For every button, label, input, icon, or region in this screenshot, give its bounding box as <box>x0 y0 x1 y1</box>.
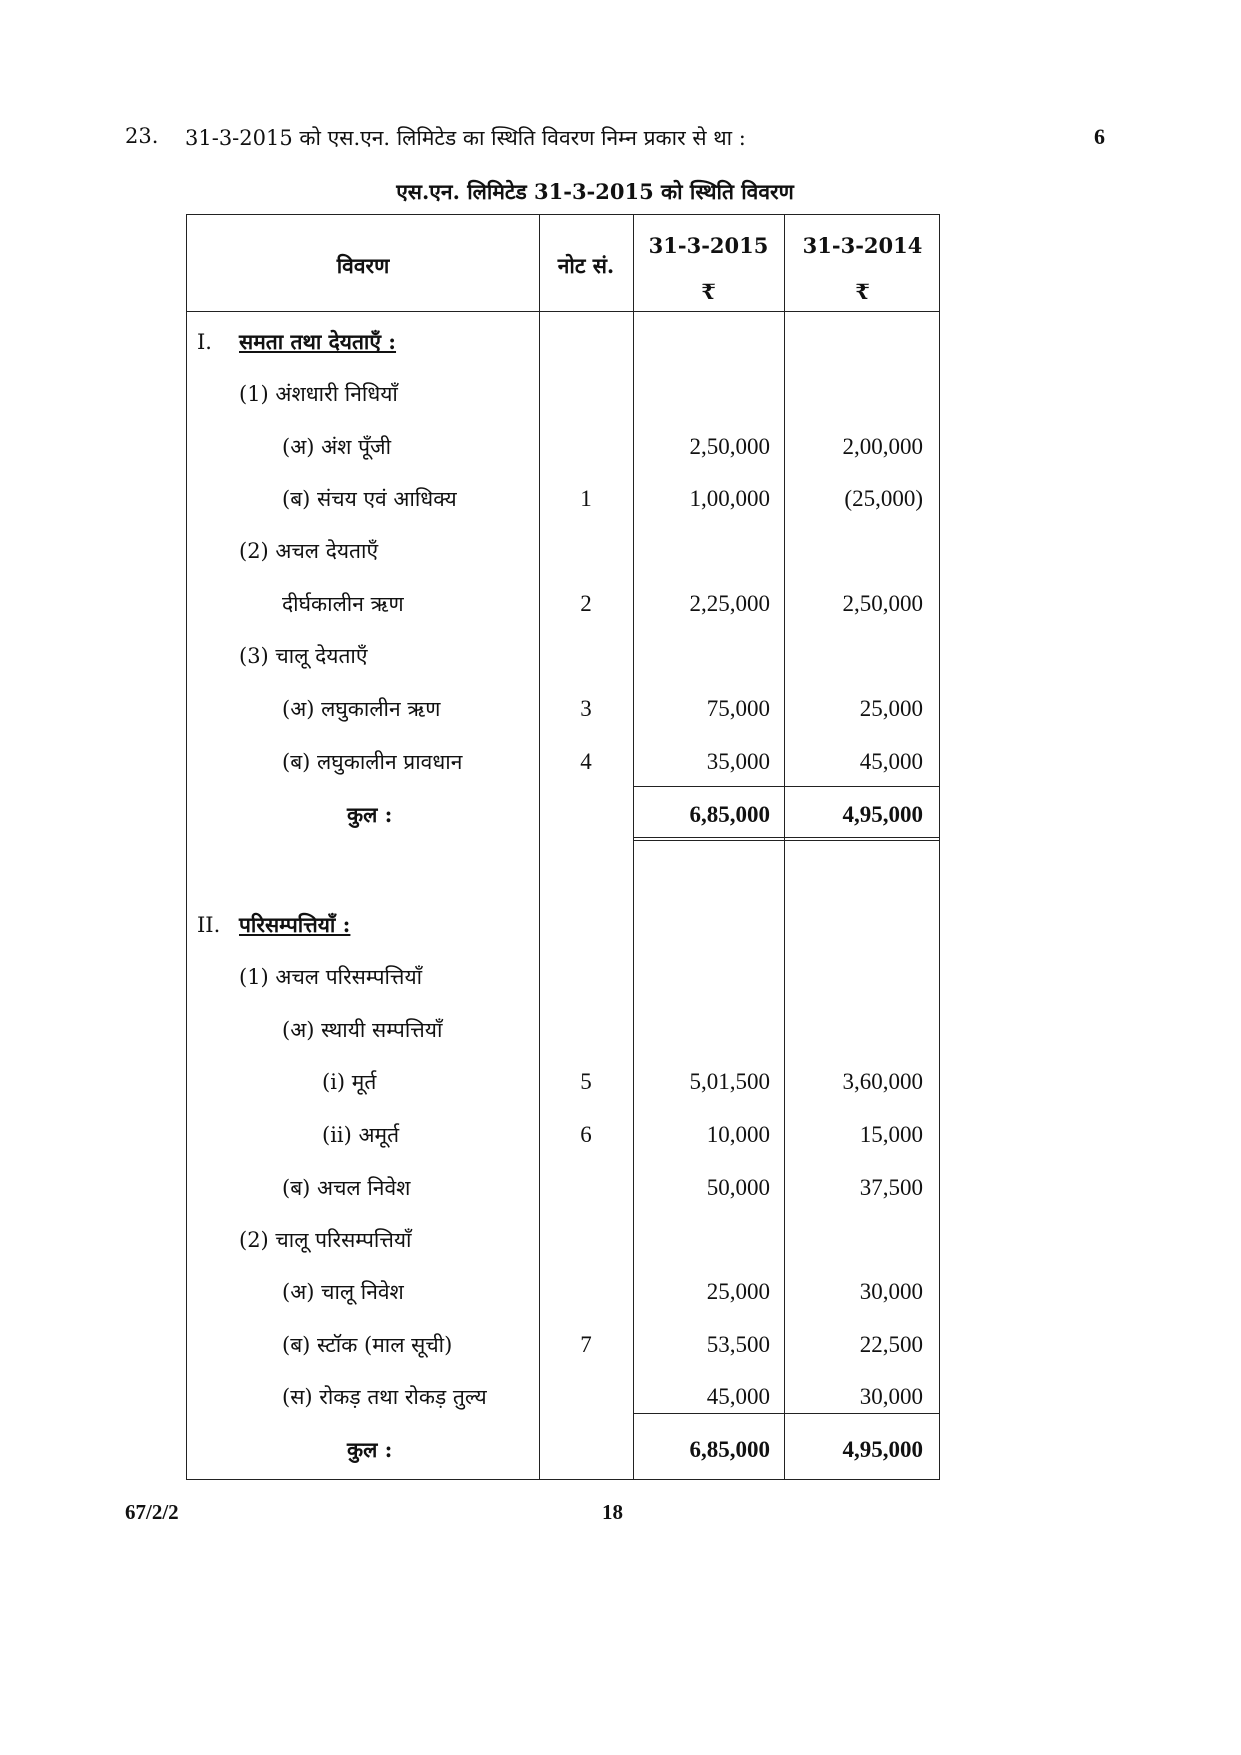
header-year-2015: 31-3-2015 <box>648 233 769 258</box>
question-number: 23. <box>125 124 159 148</box>
question-marks: 6 <box>1094 124 1105 149</box>
total-2015: 6,85,000 <box>689 802 770 827</box>
section-number: II. <box>197 913 221 937</box>
row-label: (अ) लघुकालीन ऋण <box>282 697 441 721</box>
value-2014: 25,000 <box>859 696 923 721</box>
value-2014: 37,500 <box>859 1175 923 1200</box>
row-label: (i) मूर्त <box>322 1070 377 1094</box>
question-text: 31-3-2015 को एस.एन. लिमिटेड का स्थिति विवरण निम्न प्रकार से था : <box>185 126 746 150</box>
section-number: I. <box>197 330 212 354</box>
row-label: (ब) अचल निवेश <box>282 1176 411 1200</box>
note-number: 5 <box>580 1069 592 1094</box>
value-2014: 2,00,000 <box>842 434 923 459</box>
header-rule <box>187 311 939 312</box>
note-number: 4 <box>580 749 592 774</box>
row-label: (ii) अमूर्त <box>322 1123 400 1147</box>
value-2014: 3,60,000 <box>842 1069 923 1094</box>
total-label: कुल : <box>347 1437 393 1462</box>
value-2015: 1,00,000 <box>689 486 770 511</box>
header-particulars: विवरण <box>336 253 390 278</box>
row-label: (अ) चालू निवेश <box>282 1280 404 1304</box>
note-number: 3 <box>580 696 592 721</box>
value-2015: 35,000 <box>706 749 770 774</box>
total-2014: 4,95,000 <box>842 802 923 827</box>
total-2015: 6,85,000 <box>689 1437 770 1462</box>
row-label: (2) चालू परिसम्पत्तियाँ <box>239 1228 412 1252</box>
row-label: (ब) स्टॉक (माल सूची) <box>282 1333 453 1357</box>
header-note: नोट सं. <box>557 253 615 278</box>
value-2014: 22,500 <box>859 1332 923 1357</box>
section-heading: समता तथा देयताएँ : <box>239 329 397 354</box>
header-currency: ₹ <box>855 279 870 304</box>
row-label: (अ) स्थायी सम्पत्तियाँ <box>282 1018 443 1042</box>
row-label: (ब) लघुकालीन प्रावधान <box>282 750 463 774</box>
value-2015: 75,000 <box>706 696 770 721</box>
table-title: एस.एन. लिमिटेड 31-3-2015 को स्थिति विवरण <box>396 179 794 204</box>
balance-sheet-table <box>186 214 940 1480</box>
note-number: 7 <box>580 1332 592 1357</box>
value-2014: 45,000 <box>859 749 923 774</box>
total-label: कुल : <box>347 802 393 827</box>
header-currency: ₹ <box>701 279 716 304</box>
total-double-rule <box>633 837 939 841</box>
row-label: (स) रोकड़ तथा रोकड़ तुल्य <box>282 1385 487 1409</box>
value-2014: (25,000) <box>844 486 923 511</box>
value-2015: 2,50,000 <box>689 434 770 459</box>
row-label: (3) चालू देयताएँ <box>239 644 368 668</box>
row-label: (अ) अंश पूँजी <box>282 435 392 459</box>
note-number: 1 <box>580 486 592 511</box>
value-2014: 15,000 <box>859 1122 923 1147</box>
value-2014: 30,000 <box>859 1279 923 1304</box>
total-2014: 4,95,000 <box>842 1437 923 1462</box>
page-number: 18 <box>602 1500 623 1524</box>
total-rule <box>633 1413 939 1414</box>
section-heading: परिसम्पत्तियाँ : <box>239 912 351 937</box>
note-number: 2 <box>580 591 592 616</box>
value-2014: 2,50,000 <box>842 591 923 616</box>
row-label: (ब) संचय एवं आधिक्य <box>282 487 457 511</box>
total-rule <box>633 786 939 787</box>
row-label: (2) अचल देयताएँ <box>239 539 379 563</box>
value-2015: 50,000 <box>706 1175 770 1200</box>
column-divider <box>539 215 540 1479</box>
value-2015: 45,000 <box>706 1384 770 1409</box>
header-year-2014: 31-3-2014 <box>802 233 923 258</box>
row-label: (1) अचल परिसम्पत्तियाँ <box>239 965 423 989</box>
value-2015: 5,01,500 <box>689 1069 770 1094</box>
row-label: (1) अंशधारी निधियाँ <box>239 382 398 406</box>
row-label: दीर्घकालीन ऋण <box>282 592 404 616</box>
value-2015: 25,000 <box>706 1279 770 1304</box>
value-2015: 53,500 <box>706 1332 770 1357</box>
value-2015: 2,25,000 <box>689 591 770 616</box>
value-2014: 30,000 <box>859 1384 923 1409</box>
value-2015: 10,000 <box>706 1122 770 1147</box>
note-number: 6 <box>580 1122 592 1147</box>
paper-code: 67/2/2 <box>125 1500 179 1524</box>
